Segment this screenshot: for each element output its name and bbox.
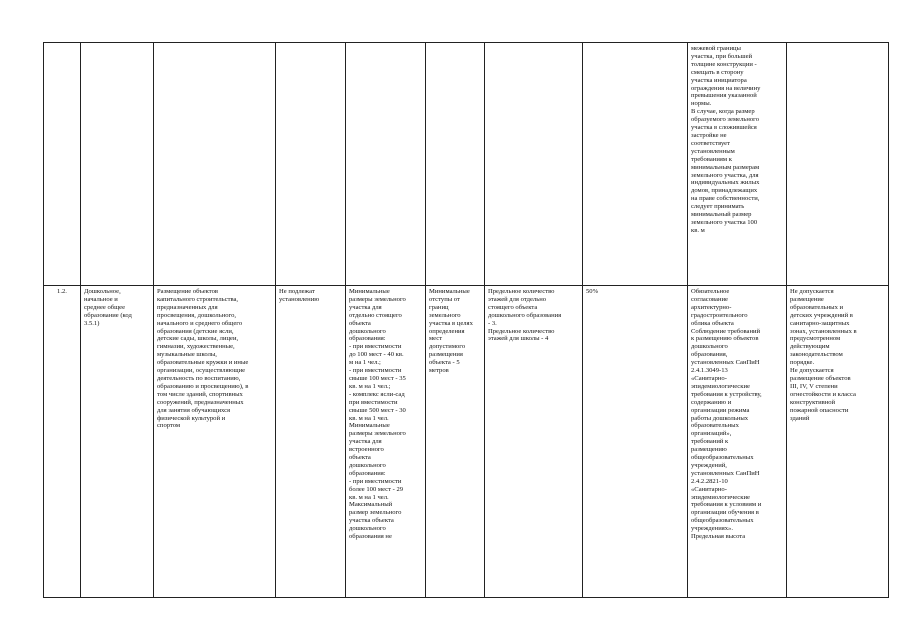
- use-type-cell: Дошкольное, начальное и среднее общее образование (код 3.5.1): [81, 286, 154, 598]
- setback-cell: [426, 43, 485, 286]
- requirements-cell: Обязательное согласование архитектурно- градостроительного облика объекта Соблюдение требований к размещению объектов дошкольного образования, установленных СанПиН 2.4.1.3049-13 «Санитарно- эпидемиологические требования к устройству, содержанию и организации режима работы дошкольных образовательных организаций», требований к размещению общеобразовательных учреждений, установленных СанПиН 2.4.2.2821-10 «Санитарно- эпидемиологические требования к условиям и организации обучения в общеобразовательных учреждениях». Предельная высота: [688, 286, 787, 598]
- floor-limit-cell: [485, 43, 583, 286]
- zoning-regulations-table: [43, 42, 889, 598]
- street-frontage-cell: [276, 43, 346, 286]
- use-description-cell: Размещение объектов капитального строительства, предназначенных для просвещения, дошкольного, начального и среднего общего образования (детские ясли, детские сады, школы, лицеи, гимназии, художественные, музыкальные школы, образовательные кружки и иные организации, осуществляющие деятельность по воспитанию, образованию и просвещению), в том числе зданий, спортивных сооружений, предназначенных для занятия обучающихся физической культурой и спортом: [154, 286, 276, 598]
- table-row: [44, 43, 889, 286]
- use-type-cell: [81, 43, 154, 286]
- row-number-cell: [44, 43, 81, 286]
- coverage-cell: [583, 43, 688, 286]
- table-row: [44, 286, 889, 598]
- setback-cell: Минимальные отступы от границ земельного участка в целях определения мест допустимого размещения объекта - 5 метров: [426, 286, 485, 598]
- street-frontage-cell: Не подлежат установлению: [276, 286, 346, 598]
- plot-size-cell: Минимальные размеры земельного участка для отдельно стоящего объекта дошкольного образования: - при вместимости до 100 мест - 40 кв. м на 1 чел.; - при вместимости свыше 100 мест - 35 кв. м на 1 чел.; - комплекс ясли-сад при вместимости свыше 500 мест - 30 кв. м на 1 чел. Минимальные размеры земельного участка для встроенного объекта дошкольного образования: - при вместимости более 100 мест - 29 кв. м на 1 чел. Максимальный размер земельного участка объекта дошкольного образования не: [346, 286, 426, 598]
- restrictions-cell: [787, 43, 889, 286]
- plot-size-cell: [346, 43, 426, 286]
- row-number-cell: 1.2.: [44, 286, 81, 598]
- coverage-cell: 50%: [583, 286, 688, 598]
- restrictions-cell: Не допускается размещение образовательных и детских учреждений в санитарно-защитных зонах, установленных в предусмотренном действующим законодательством порядке. Не допускается размещение объектов III, IV, V степени огнестойкости и класса конструктивной пожарной опасности зданий: [787, 286, 889, 598]
- document-page: [43, 42, 888, 597]
- use-description-cell: [154, 43, 276, 286]
- requirements-cell: межевой границы участка, при большей толщине конструкции - смещать в сторону участка инициатора ограждения на величину превышения указанной нормы. В случае, когда размер образуемого земельного участка в сложившейся застройке не соответствует установленным требованиям к минимальным размерам земельного участка, для индивидуальных жилых домов, принадлежащих на праве собственности, следует принимать минимальный размер земельного участка 100 кв. м: [688, 43, 787, 286]
- floor-limit-cell: Предельное количество этажей для отдельно стоящего объекта дошкольного образования - 3. Предельное количество этажей для школы - 4: [485, 286, 583, 598]
